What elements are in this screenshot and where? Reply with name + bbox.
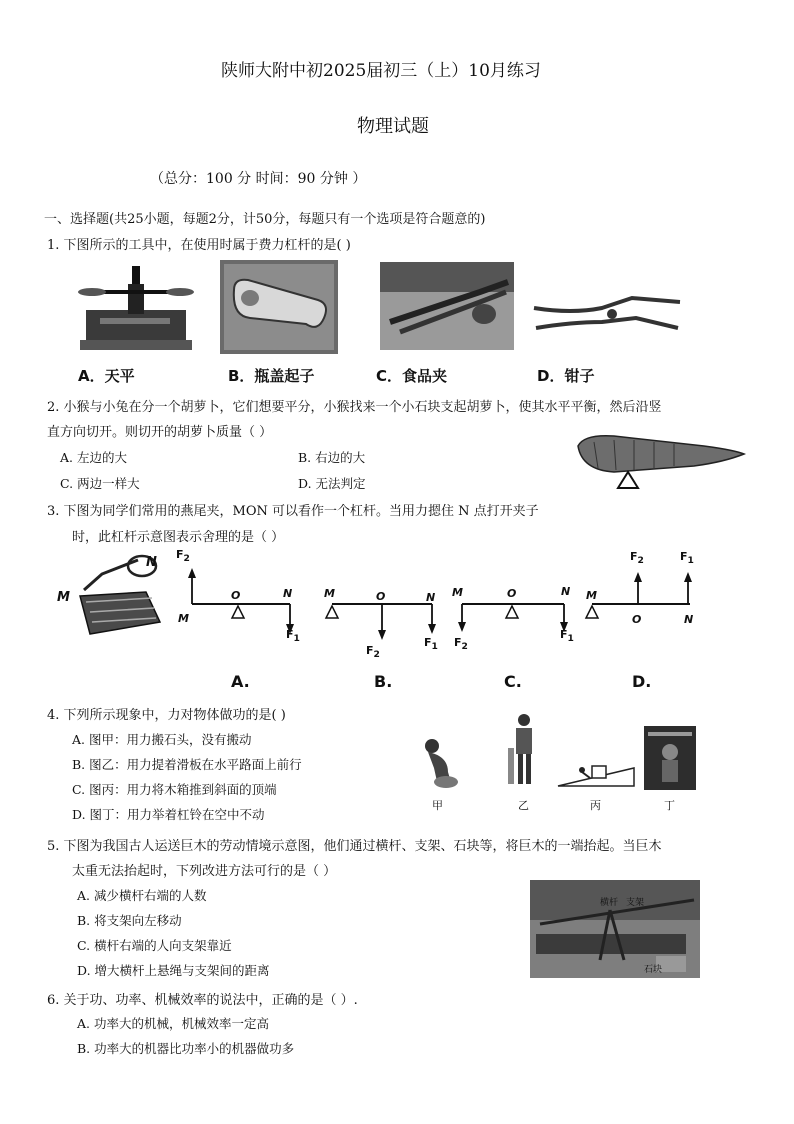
diagram-a-o-label: O: [231, 589, 241, 602]
bottle-opener-image: [220, 260, 338, 354]
diagram-d-n-label: N: [684, 613, 694, 626]
carrot-on-stone-image: [574, 428, 746, 490]
diagram-b-f2-label: $F_2$: [366, 644, 380, 661]
figure-yi-image: [506, 712, 542, 790]
lever-diagram-c: [452, 566, 576, 653]
q6-option-b: B. 功率大的机器比功率小的机器做功多: [77, 1041, 295, 1056]
diagram-c-f2-label: $F_2$: [454, 636, 468, 653]
question-6: 6. 关于功、功率、机械效率的说法中，正确的是（ ）.: [47, 993, 358, 1008]
q4-option-c: C. 图丙：用力将木箱推到斜面的顶端: [72, 782, 277, 797]
q1-option-b: B．瓶盖起子: [228, 367, 315, 385]
q2-option-a: A. 左边的大: [60, 450, 127, 465]
question-5-line2: 太重无法抬起时，下列改进方法可行的是（ ）: [72, 864, 337, 879]
q5-option-c: C. 横杆右端的人向支架靠近: [77, 938, 232, 953]
q4-option-a: A. 图甲：用力搬石头，没有搬动: [72, 732, 252, 747]
diagram-a-n-label: N: [283, 587, 293, 600]
figure-jia-image: [418, 738, 462, 790]
figure-label-ding: 丁: [664, 799, 675, 812]
diagram-d-f2-label: $F_2$: [630, 550, 644, 567]
diagram-a-m-label: M: [178, 612, 189, 625]
exam-title: 陕师大附中初2025届初三（上）10月练习: [221, 61, 541, 81]
q2-option-b: B. 右边的大: [298, 450, 366, 465]
question-3-line2: 时，此杠杆示意图表示舍理的是（ ）: [72, 530, 285, 545]
q5-option-d: D. 增大横杆上悬绳与支架间的距离: [77, 963, 270, 978]
q2-option-c: C. 两边一样大: [60, 476, 140, 491]
q2-option-d: D. 无法判定: [298, 476, 366, 491]
question-2-line1: 2. 小猴与小兔在分一个胡萝卜，它们想要平分，小猴找来一个小石块支起胡萝卜，使其水平平衡，然后沿竖: [47, 400, 662, 415]
diagram-d-f1-label: $F_1$: [680, 550, 694, 567]
exam-subject: 物理试题: [357, 116, 429, 137]
figure-label-jia: 甲: [432, 799, 443, 812]
section-heading: 一、选择题(共25小题，每题2分，计50分，每题只有一个选项是符合题意的): [44, 212, 486, 227]
question-1: 1. 下图所示的工具中，在使用时属于费力杠杆的是( ): [47, 238, 351, 253]
clip-label-m: M: [57, 590, 70, 605]
question-5-line1: 5. 下图为我国古人运送巨木的劳动情境示意图，他们通过横杆、支架、石块等，将巨木的一端抬起。当巨木: [47, 839, 662, 854]
log-figure-label-stone: 石块: [644, 965, 663, 975]
figure-label-bing: 丙: [590, 799, 601, 812]
q3-option-b: B.: [374, 672, 393, 691]
food-tongs-image: [380, 262, 514, 350]
diagram-a-f2-label: $F_2$: [176, 548, 190, 565]
log-figure-label-support: 支架: [626, 898, 645, 908]
figure-label-yi: 乙: [518, 799, 529, 812]
diagram-c-m-label: M: [452, 586, 463, 599]
question-4: 4. 下列所示现象中，力对物体做功的是( ): [47, 708, 286, 723]
clip-label-n: N: [146, 555, 157, 570]
diagram-b-f1-label: $F_1$: [424, 636, 438, 653]
diagram-c-o-label: O: [507, 587, 517, 600]
q1-option-d: D．钳子: [537, 367, 595, 385]
q1-option-a: A．天平: [78, 367, 135, 385]
log-figure-label-crossbar: 横杆: [600, 898, 619, 908]
q3-option-a: A.: [231, 672, 250, 691]
figure-ding-image: [644, 726, 696, 790]
q6-option-a: A. 功率大的机械，机械效率一定高: [77, 1016, 269, 1031]
q3-option-c: C.: [504, 672, 522, 691]
q3-option-d: D.: [632, 672, 652, 691]
q4-option-d: D. 图丁：用力举着杠铃在空中不动: [72, 807, 265, 822]
q5-option-a: A. 减少横杆右端的人数: [77, 888, 207, 903]
diagram-b-m-label: M: [324, 587, 335, 600]
diagram-b-n-label: N: [426, 591, 436, 604]
diagram-c-n-label: N: [561, 585, 571, 598]
q1-option-c: C．食品夹: [376, 367, 448, 385]
question-2-line2: 直方向切开。则切开的胡萝卜质量（ ）: [47, 425, 273, 440]
q5-option-b: B. 将支架向左移动: [77, 913, 182, 928]
q4-option-b: B. 图乙：用力提着滑板在水平路面上前行: [72, 757, 302, 772]
question-3-line1: 3. 下图为同学们常用的燕尾夹，MON 可以看作一个杠杆。当用力摁住 N 点打开夹子: [47, 504, 539, 519]
diagram-b-o-label: O: [376, 590, 386, 603]
figure-bing-image: [556, 758, 636, 788]
diagram-d-o-label: O: [632, 613, 642, 626]
diagram-d-m-label: M: [586, 589, 597, 602]
exam-info: （总分：100 分 时间：90 分钟 ）: [150, 171, 367, 187]
pliers-image: [532, 288, 682, 348]
diagram-c-f1-label: $F_1$: [560, 628, 574, 645]
balance-scale-image: [72, 262, 200, 357]
diagram-a-f1-label: $F_1$: [286, 628, 300, 645]
